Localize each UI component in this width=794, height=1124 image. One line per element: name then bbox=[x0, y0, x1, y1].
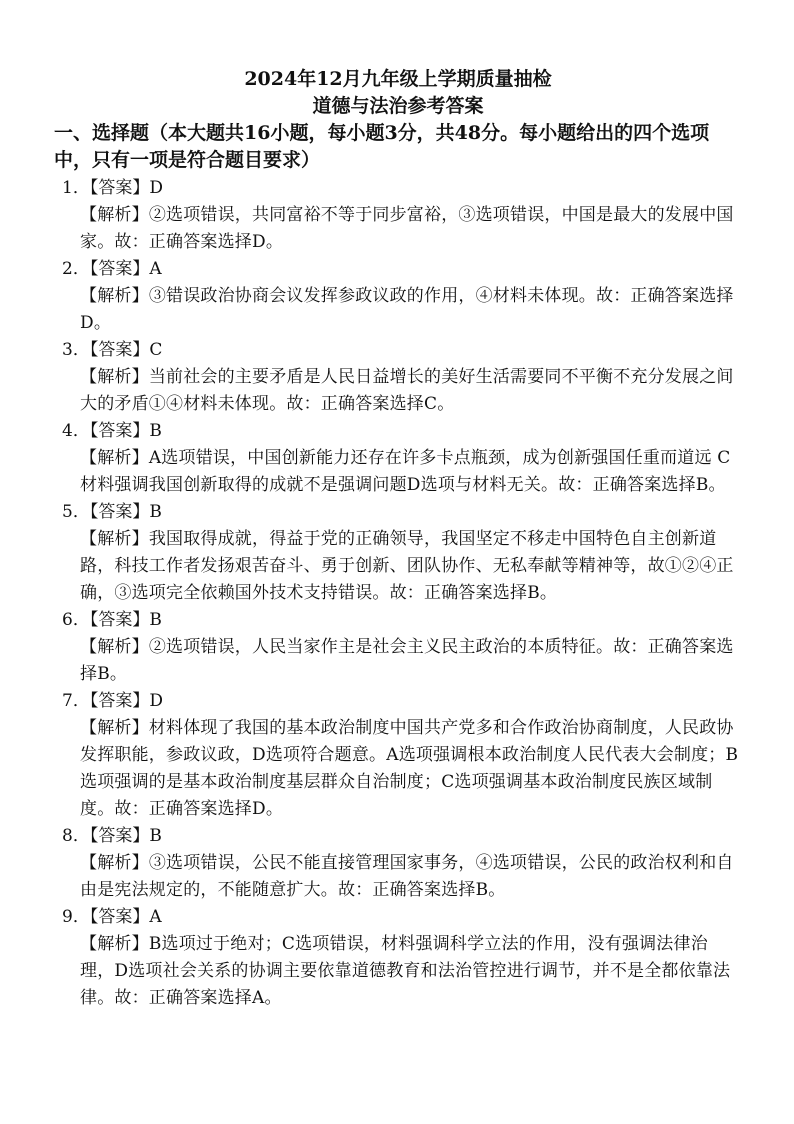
analysis-label: 【解析】 bbox=[80, 367, 149, 387]
question-number: 7． bbox=[62, 691, 90, 711]
analysis-content: 我国取得成就，得益于党的正确领导，我国坚定不移走中国特色自主创新道路，科技工作者发扬艰苦奋斗、勇于创新、团队协作、无私奉献等精神等，故①②④正确，③选项完全依赖国外技术支持错误。故：正确答案选择B。 bbox=[80, 529, 734, 603]
analysis-text bbox=[54, 445, 742, 499]
analysis-content: ③选项错误，公民不能直接管理国家事务，④选项错误，公民的政治权利和自由是宪法规定的，不能随意扩大。故：正确答案选择B。 bbox=[80, 853, 734, 900]
document-title-line-2: 道德与法治参考答案 bbox=[312, 95, 484, 117]
analysis-label: 【解析】 bbox=[80, 637, 149, 657]
section-heading: 一、选择题（本大题共16小题，每小题3分，共48分。每小题给出的四个选项中，只有一项是符合题目要求） bbox=[54, 122, 710, 171]
question-item bbox=[54, 337, 742, 418]
analysis-text bbox=[54, 202, 742, 256]
answer-label: 【答案】 bbox=[89, 340, 150, 360]
question-number: 6． bbox=[62, 610, 90, 630]
analysis-text bbox=[54, 931, 742, 1012]
question-number: 3． bbox=[62, 340, 90, 360]
analysis-text bbox=[54, 634, 742, 688]
question-number: 2． bbox=[62, 259, 90, 279]
answer-value: D bbox=[149, 178, 163, 198]
answer-line bbox=[54, 175, 742, 202]
answer-value: B bbox=[149, 826, 162, 846]
answer-label: 【答案】 bbox=[89, 907, 150, 927]
question-item bbox=[54, 904, 742, 1012]
answer-label: 【答案】 bbox=[89, 421, 150, 441]
document-title-line-1: 2024年12月九年级上学期质量抽检 bbox=[244, 68, 552, 90]
answer-line bbox=[54, 823, 742, 850]
question-number: 5． bbox=[62, 502, 90, 522]
question-list bbox=[54, 175, 742, 1012]
analysis-content: 材料体现了我国的基本政治制度中国共产党多和合作政治协商制度，人民政协发挥职能，参政议政，D选项符合题意。A选项强调根本政治制度人民代表大会制度；B选项强调的是基本政治制度基层群众自治制度；C选项强调基本政治制度民族区域制度。故：正确答案选择D。 bbox=[80, 718, 739, 819]
answer-label: 【答案】 bbox=[89, 826, 150, 846]
analysis-content: 当前社会的主要矛盾是人民日益增长的美好生活需要同不平衡不充分发展之间大的矛盾①④材料未体现。故：正确答案选择C。 bbox=[80, 367, 734, 414]
analysis-content: ②选项错误，共同富裕不等于同步富裕，③选项错误，中国是最大的发展中国家。故：正确答案选择D。 bbox=[80, 205, 734, 252]
analysis-text bbox=[54, 526, 742, 607]
answer-line bbox=[54, 337, 742, 364]
answer-line bbox=[54, 904, 742, 931]
answer-value: C bbox=[149, 340, 163, 360]
answer-value: B bbox=[149, 502, 162, 522]
answer-label: 【答案】 bbox=[89, 502, 150, 522]
answer-value: A bbox=[149, 259, 162, 279]
analysis-label: 【解析】 bbox=[80, 853, 149, 873]
analysis-content: ③错误政治协商会议发挥参政议政的作用，④材料未体现。故：正确答案选择D。 bbox=[80, 286, 734, 333]
answer-value: B bbox=[149, 421, 162, 441]
question-number: 8． bbox=[62, 826, 90, 846]
answer-line bbox=[54, 688, 742, 715]
answer-label: 【答案】 bbox=[89, 610, 150, 630]
question-item bbox=[54, 418, 742, 499]
question-item bbox=[54, 256, 742, 337]
analysis-content: B选项过于绝对；C选项错误，材料强调科学立法的作用，没有强调法律治理，D选项社会关系的协调主要依靠道德教育和法治管控进行调节，并不是全都依靠法律。故：正确答案选择A。 bbox=[80, 934, 731, 1008]
answer-line bbox=[54, 499, 742, 526]
analysis-label: 【解析】 bbox=[80, 205, 149, 225]
answer-line bbox=[54, 256, 742, 283]
question-item bbox=[54, 175, 742, 256]
answer-label: 【答案】 bbox=[89, 259, 150, 279]
answer-value: B bbox=[149, 610, 162, 630]
question-item bbox=[54, 823, 742, 904]
analysis-label: 【解析】 bbox=[80, 718, 149, 738]
analysis-text bbox=[54, 715, 742, 823]
question-number: 9． bbox=[62, 907, 90, 927]
answer-value: A bbox=[149, 907, 162, 927]
answer-line bbox=[54, 607, 742, 634]
question-item bbox=[54, 688, 742, 823]
analysis-label: 【解析】 bbox=[80, 286, 149, 306]
analysis-text bbox=[54, 850, 742, 904]
analysis-label: 【解析】 bbox=[80, 448, 149, 468]
answer-line bbox=[54, 418, 742, 445]
answer-label: 【答案】 bbox=[89, 178, 150, 198]
analysis-content: A选项错误，中国创新能力还存在许多卡点瓶颈，成为创新强国任重而道远 C 材料强调我国创新取得的成就不是强调问题D选项与材料无关。故：正确答案选择B。 bbox=[80, 448, 731, 495]
analysis-content: ②选项错误，人民当家作主是社会主义民主政治的本质特征。故：正确答案选择B。 bbox=[80, 637, 734, 684]
analysis-text bbox=[54, 283, 742, 337]
question-item bbox=[54, 607, 742, 688]
answer-value: D bbox=[149, 691, 163, 711]
question-item bbox=[54, 499, 742, 607]
question-number: 4． bbox=[62, 421, 90, 441]
analysis-text bbox=[54, 364, 742, 418]
analysis-label: 【解析】 bbox=[80, 529, 149, 549]
answer-label: 【答案】 bbox=[89, 691, 150, 711]
question-number: 1． bbox=[62, 178, 90, 198]
analysis-label: 【解析】 bbox=[80, 934, 149, 954]
